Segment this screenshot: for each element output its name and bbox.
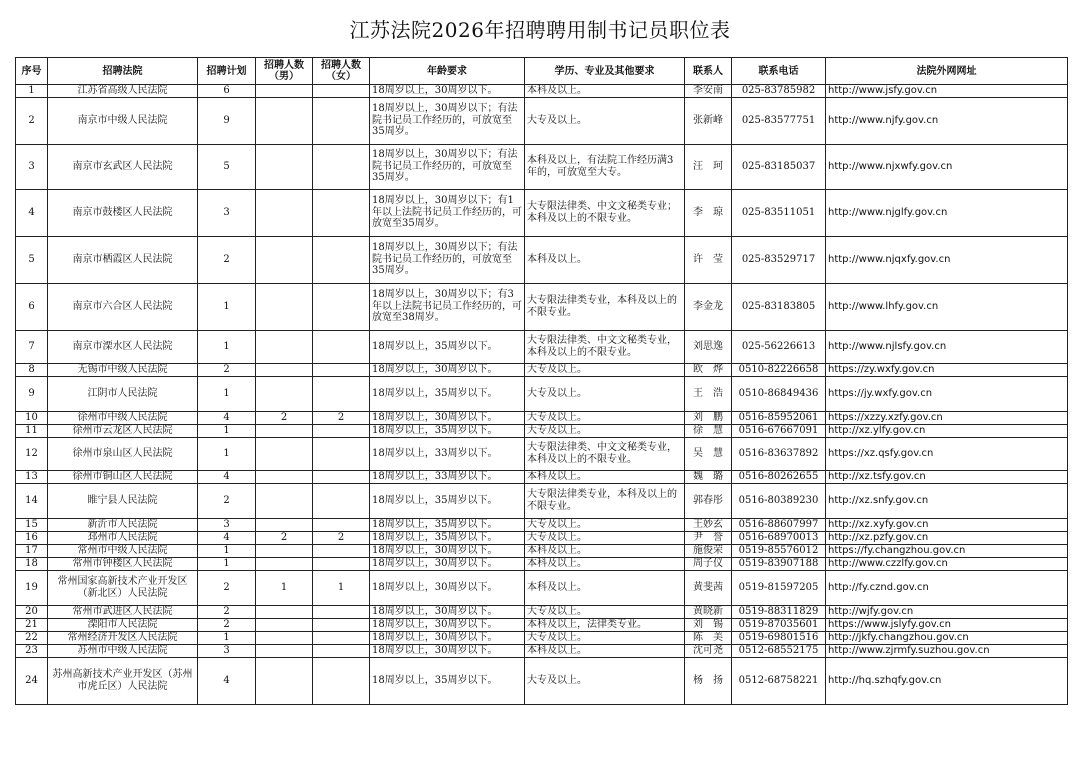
cell-male [256,437,313,470]
cell-contact: 张新峰 [685,97,732,144]
cell-age: 18周岁以上，30周岁以下。 [370,618,525,631]
cell-female [313,236,370,283]
cell-no: 8 [16,363,48,376]
cell-age: 18周岁以上，30周岁以下。 [370,631,525,644]
cell-contact: 施俊荣 [685,544,732,557]
cell-url: http://wjfy.gov.cn [826,605,1068,618]
cell-phone: 0516-80262655 [732,470,826,483]
cell-contact: 魏 璐 [685,470,732,483]
cell-age: 18周岁以上，35周岁以下。 [370,518,525,531]
cell-contact: 黄晓新 [685,605,732,618]
cell-court: 徐州市泉山区人民法院 [48,437,198,470]
cell-plan: 1 [198,544,256,557]
cell-female [313,618,370,631]
cell-contact: 王 浩 [685,376,732,411]
cell-male [256,376,313,411]
cell-edu: 大专限法律类、中文文秘类专业，本科及以上的不限专业。 [525,330,685,363]
cell-male [256,363,313,376]
cell-court: 常州经济开发区人民法院 [48,631,198,644]
cell-female [313,437,370,470]
cell-plan: 2 [198,605,256,618]
cell-phone: 0519-81597205 [732,570,826,605]
cell-male: 1 [256,570,313,605]
cell-phone: 0516-68970013 [732,531,826,544]
cell-no: 5 [16,236,48,283]
cell-female [313,424,370,437]
cell-contact: 李安南 [685,85,732,98]
cell-phone: 0516-85952061 [732,411,826,424]
cell-no: 16 [16,531,48,544]
cell-phone: 0512-68758221 [732,657,826,704]
cell-age: 18周岁以上，30周岁以下。 [370,557,525,570]
cell-male [256,189,313,236]
table-row [16,376,1068,411]
table-row [16,518,1068,531]
cell-female [313,330,370,363]
cell-no: 14 [16,483,48,518]
cell-phone: 0516-83637892 [732,437,826,470]
cell-url: http://www.zjrmfy.suzhou.gov.cn [826,644,1068,657]
table-row [16,424,1068,437]
table-row [16,470,1068,483]
cell-plan: 2 [198,618,256,631]
cell-age: 18周岁以上，30周岁以下。 [370,570,525,605]
cell-age: 18周岁以上，35周岁以下。 [370,657,525,704]
cell-age: 18周岁以上，33周岁以下。 [370,470,525,483]
table-row [16,544,1068,557]
cell-phone: 025-83529717 [732,236,826,283]
cell-phone: 0510-86849436 [732,376,826,411]
cell-age: 18周岁以上，30周岁以下；有法院书记员工作经历的，可放宽至35周岁。 [370,97,525,144]
cell-contact: 陈 美 [685,631,732,644]
cell-court: 邳州市人民法院 [48,531,198,544]
cell-phone: 025-83185037 [732,144,826,189]
cell-court: 苏州高新技术产业开发区（苏州市虎丘区）人民法院 [48,657,198,704]
table-row [16,189,1068,236]
table-row [16,631,1068,644]
cell-no: 3 [16,144,48,189]
cell-male [256,618,313,631]
table-body [16,85,1068,705]
table-header-row [16,58,1068,85]
cell-url: https://xz.qsfy.gov.cn [826,437,1068,470]
cell-edu: 大专及以上。 [525,376,685,411]
cell-phone: 0519-87035601 [732,618,826,631]
cell-edu: 本科及以上。 [525,236,685,283]
cell-edu: 大专及以上。 [525,657,685,704]
cell-age: 18周岁以上，35周岁以下。 [370,483,525,518]
cell-female [313,483,370,518]
cell-no: 7 [16,330,48,363]
cell-edu: 大专及以上。 [525,518,685,531]
cell-age: 18周岁以上，30周岁以下。 [370,605,525,618]
cell-male [256,470,313,483]
cell-edu: 大专限法律类专业，本科及以上的不限专业。 [525,283,685,330]
cell-age: 18周岁以上，30周岁以下。 [370,85,525,98]
cell-plan: 1 [198,283,256,330]
cell-no: 2 [16,97,48,144]
cell-plan: 4 [198,470,256,483]
cell-edu: 本科及以上。 [525,644,685,657]
cell-age: 18周岁以上，35周岁以下。 [370,376,525,411]
cell-contact: 刘思逸 [685,330,732,363]
cell-court: 南京市栖霞区人民法院 [48,236,198,283]
cell-contact: 黄斐茜 [685,570,732,605]
cell-contact: 王妙玄 [685,518,732,531]
cell-male [256,544,313,557]
cell-contact: 刘 鹏 [685,411,732,424]
cell-phone: 025-83785982 [732,85,826,98]
cell-male [256,631,313,644]
cell-no: 23 [16,644,48,657]
cell-no: 17 [16,544,48,557]
cell-phone: 0516-67667091 [732,424,826,437]
cell-url: http://www.njqxfy.gov.cn [826,236,1068,283]
cell-male [256,236,313,283]
cell-age: 18周岁以上，35周岁以下。 [370,531,525,544]
cell-edu: 本科及以上。 [525,570,685,605]
cell-phone: 0516-88607997 [732,518,826,531]
cell-contact: 沈可尧 [685,644,732,657]
table-row [16,557,1068,570]
cell-plan: 1 [198,557,256,570]
cell-age: 18周岁以上，30周岁以下；有法院书记员工作经历的，可放宽至35周岁。 [370,236,525,283]
cell-edu: 本科及以上。 [525,557,685,570]
cell-url: http://www.czzlfy.gov.cn [826,557,1068,570]
column-header-court: 招聘法院 [48,58,198,85]
cell-plan: 3 [198,644,256,657]
cell-plan: 4 [198,531,256,544]
table-row [16,236,1068,283]
cell-plan: 2 [198,363,256,376]
table-row [16,657,1068,704]
cell-court: 南京市溧水区人民法院 [48,330,198,363]
document-title: 江苏法院2026年招聘聘用制书记员职位表 [349,18,731,42]
cell-contact: 杨 扬 [685,657,732,704]
cell-contact: 汪 珂 [685,144,732,189]
cell-male [256,97,313,144]
cell-plan: 5 [198,144,256,189]
cell-male [256,85,313,98]
cell-contact: 徐 慧 [685,424,732,437]
cell-no: 11 [16,424,48,437]
cell-edu: 大专及以上。 [525,605,685,618]
cell-no: 20 [16,605,48,618]
cell-no: 22 [16,631,48,644]
cell-female [313,85,370,98]
cell-male: 2 [256,411,313,424]
cell-court: 常州市中级人民法院 [48,544,198,557]
cell-edu: 大专及以上。 [525,631,685,644]
table-row [16,144,1068,189]
cell-plan: 9 [198,97,256,144]
cell-edu: 本科及以上，法律类专业。 [525,618,685,631]
cell-male [256,518,313,531]
cell-url: https://jy.wxfy.gov.cn [826,376,1068,411]
cell-male [256,657,313,704]
cell-court: 徐州市铜山区人民法院 [48,470,198,483]
table-row [16,618,1068,631]
cell-url: http://www.njglfy.gov.cn [826,189,1068,236]
cell-plan: 6 [198,85,256,98]
cell-contact: 周子仪 [685,557,732,570]
cell-url: http://www.lhfy.gov.cn [826,283,1068,330]
column-header-contact: 联系人 [685,58,732,85]
cell-url: https://fy.changzhou.gov.cn [826,544,1068,557]
cell-plan: 1 [198,424,256,437]
cell-no: 15 [16,518,48,531]
cell-edu: 大专限法律类、中文文秘类专业，本科及以上的不限专业。 [525,437,685,470]
cell-age: 18周岁以上，35周岁以下。 [370,424,525,437]
cell-edu: 本科及以上。 [525,85,685,98]
cell-female [313,631,370,644]
cell-age: 18周岁以上，33周岁以下。 [370,437,525,470]
cell-female [313,518,370,531]
table-row [16,570,1068,605]
cell-phone: 025-83183805 [732,283,826,330]
cell-plan: 2 [198,483,256,518]
cell-edu: 大专及以上。 [525,424,685,437]
cell-court: 常州国家高新技术产业开发区（新北区）人民法院 [48,570,198,605]
table-row [16,363,1068,376]
table-row [16,605,1068,618]
cell-url: https://xzzy.xzfy.gov.cn [826,411,1068,424]
cell-female [313,189,370,236]
cell-age: 18周岁以上，30周岁以下；有法院书记员工作经历的，可放宽至35周岁。 [370,144,525,189]
cell-no: 10 [16,411,48,424]
cell-url: http://hq.szhqfy.gov.cn [826,657,1068,704]
cell-plan: 4 [198,411,256,424]
column-header-edu: 学历、专业及其他要求 [525,58,685,85]
cell-url: http://www.njxwfy.gov.cn [826,144,1068,189]
cell-age: 18周岁以上，30周岁以下。 [370,411,525,424]
cell-court: 溧阳市人民法院 [48,618,198,631]
cell-male [256,644,313,657]
cell-no: 13 [16,470,48,483]
cell-male [256,605,313,618]
cell-female [313,544,370,557]
cell-edu: 大专及以上。 [525,531,685,544]
cell-edu: 本科及以上。 [525,470,685,483]
cell-phone: 0512-68552175 [732,644,826,657]
cell-phone: 0519-83907188 [732,557,826,570]
column-header-plan: 招聘计划 [198,58,256,85]
cell-court: 江苏省高级人民法院 [48,85,198,98]
cell-female [313,605,370,618]
cell-phone: 025-56226613 [732,330,826,363]
column-header-male: 招聘人数 （男） [256,58,313,85]
cell-edu: 本科及以上，有法院工作经历满3年的，可放宽至大专。 [525,144,685,189]
cell-no: 12 [16,437,48,470]
table-row [16,330,1068,363]
cell-no: 9 [16,376,48,411]
cell-court: 徐州市云龙区人民法院 [48,424,198,437]
cell-contact: 李 琼 [685,189,732,236]
cell-url: http://www.njlsfy.gov.cn [826,330,1068,363]
cell-url: https://zy.wxfy.gov.cn [826,363,1068,376]
table-row [16,283,1068,330]
cell-male [256,144,313,189]
cell-age: 18周岁以上，30周岁以下；有1年以上法院书记员工作经历的，可放宽至35周岁。 [370,189,525,236]
cell-url: http://xz.tsfy.gov.cn [826,470,1068,483]
cell-age: 18周岁以上，30周岁以下。 [370,644,525,657]
cell-plan: 3 [198,518,256,531]
cell-phone: 0519-88311829 [732,605,826,618]
cell-court: 常州市武进区人民法院 [48,605,198,618]
cell-contact: 欧 烨 [685,363,732,376]
cell-female: 2 [313,531,370,544]
cell-contact: 郭春彤 [685,483,732,518]
column-header-no: 序号 [16,58,48,85]
cell-no: 6 [16,283,48,330]
cell-plan: 2 [198,236,256,283]
column-header-url: 法院外网网址 [826,58,1068,85]
cell-no: 18 [16,557,48,570]
cell-age: 18周岁以上，35周岁以下。 [370,330,525,363]
cell-female [313,657,370,704]
cell-male [256,424,313,437]
cell-url: http://xz.ylfy.gov.cn [826,424,1068,437]
cell-plan: 4 [198,657,256,704]
cell-no: 24 [16,657,48,704]
cell-edu: 大专及以上。 [525,363,685,376]
cell-court: 新沂市人民法院 [48,518,198,531]
cell-female [313,283,370,330]
cell-male [256,283,313,330]
cell-contact: 许 莹 [685,236,732,283]
cell-url: http://www.njfy.gov.cn [826,97,1068,144]
cell-phone: 025-83577751 [732,97,826,144]
cell-phone: 0516-80389230 [732,483,826,518]
table-row [16,437,1068,470]
cell-male [256,483,313,518]
cell-plan: 1 [198,631,256,644]
cell-url: https://www.jslyfy.gov.cn [826,618,1068,631]
cell-female: 2 [313,411,370,424]
table-row [16,85,1068,98]
cell-female [313,470,370,483]
cell-court: 南京市六合区人民法院 [48,283,198,330]
table-row [16,644,1068,657]
cell-male [256,557,313,570]
cell-phone: 0510-82226658 [732,363,826,376]
cell-age: 18周岁以上，30周岁以下。 [370,544,525,557]
cell-edu: 大专限法律类、中文文秘类专业；本科及以上的不限专业。 [525,189,685,236]
cell-female [313,97,370,144]
cell-no: 21 [16,618,48,631]
cell-plan: 3 [198,189,256,236]
cell-contact: 尹 誉 [685,531,732,544]
table-row [16,97,1068,144]
cell-court: 南京市鼓楼区人民法院 [48,189,198,236]
cell-female [313,644,370,657]
table-row [16,483,1068,518]
cell-plan: 1 [198,376,256,411]
cell-female: 1 [313,570,370,605]
cell-contact: 李金龙 [685,283,732,330]
column-header-female: 招聘人数 （女） [313,58,370,85]
cell-plan: 1 [198,330,256,363]
cell-contact: 刘 锡 [685,618,732,631]
cell-plan: 2 [198,570,256,605]
cell-url: http://www.jsfy.gov.cn [826,85,1068,98]
cell-female [313,376,370,411]
cell-male: 2 [256,531,313,544]
cell-edu: 本科及以上。 [525,544,685,557]
table-row [16,531,1068,544]
cell-edu: 大专限法律类专业，本科及以上的不限专业。 [525,483,685,518]
cell-no: 1 [16,85,48,98]
cell-female [313,144,370,189]
cell-court: 徐州市中级人民法院 [48,411,198,424]
cell-phone: 025-83511051 [732,189,826,236]
cell-url: http://xz.snfy.gov.cn [826,483,1068,518]
cell-url: http://jkfy.changzhou.gov.cn [826,631,1068,644]
cell-contact: 吴 慧 [685,437,732,470]
cell-no: 4 [16,189,48,236]
cell-court: 南京市玄武区人民法院 [48,144,198,189]
cell-court: 常州市钟楼区人民法院 [48,557,198,570]
cell-female [313,557,370,570]
table-row [16,411,1068,424]
cell-court: 睢宁县人民法院 [48,483,198,518]
column-header-age: 年龄要求 [370,58,525,85]
cell-edu: 大专及以上。 [525,97,685,144]
cell-age: 18周岁以上，30周岁以下。 [370,363,525,376]
cell-age: 18周岁以上，30周岁以下；有3年以上法院书记员工作经历的，可放宽至38周岁。 [370,283,525,330]
cell-court: 江阴市人民法院 [48,376,198,411]
positions-table [15,57,1068,705]
cell-court: 无锡市中级人民法院 [48,363,198,376]
cell-url: http://fy.cznd.gov.cn [826,570,1068,605]
cell-phone: 0519-69801516 [732,631,826,644]
cell-male [256,330,313,363]
cell-plan: 1 [198,437,256,470]
cell-court: 南京市中级人民法院 [48,97,198,144]
cell-no: 19 [16,570,48,605]
cell-phone: 0519-85576012 [732,544,826,557]
cell-female [313,363,370,376]
cell-url: http://xz.pzfy.gov.cn [826,531,1068,544]
cell-court: 苏州市中级人民法院 [48,644,198,657]
cell-edu: 大专及以上。 [525,411,685,424]
column-header-phone: 联系电话 [732,58,826,85]
cell-url: http://xz.xyfy.gov.cn [826,518,1068,531]
